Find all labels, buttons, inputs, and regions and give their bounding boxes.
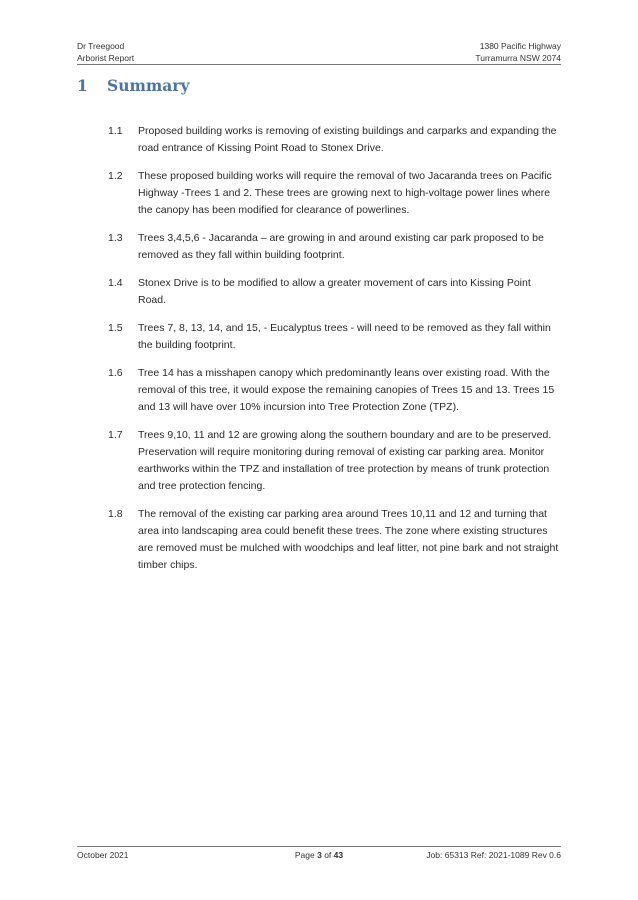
list-item — [108, 168, 561, 219]
item-text: Stonex Drive is to be modified to allow a greater movement of cars into Kissing Point Road. — [138, 277, 531, 306]
list-item — [108, 320, 561, 354]
section-title: Summary — [107, 76, 190, 95]
job-reference: Job: 65313 Ref: 2021-1089 Rev 0.6 — [426, 850, 561, 860]
item-number: 1.3 — [108, 232, 123, 244]
list-item — [108, 123, 561, 157]
item-text: The removal of the existing car parking area around Trees 10,11 and 12 and turning that area into landscaping area could benefit these trees. The zone where existing structures are removed must be mulched with woodchips and leaf litter, not pine bark and not straight timber chips. — [138, 508, 559, 571]
item-text: Trees 3,4,5,6 - Jacaranda – are growing in and around existing car park proposed to be removed as they fall within building footprint. — [138, 232, 544, 261]
author-name: Dr Treegood — [77, 41, 125, 51]
header-left — [77, 40, 134, 64]
page-of: of — [321, 850, 334, 860]
report-type: Arborist Report — [77, 53, 135, 63]
current-page: 3 — [317, 850, 322, 860]
report-date: October 2021 — [77, 850, 129, 860]
item-text: Proposed building works is removing of existing buildings and carparks and expanding the road entrance of Kissing Point Road to Stonex Drive. — [138, 125, 557, 154]
list-item — [108, 365, 561, 416]
list-item — [108, 275, 561, 309]
page-prefix: Page — [294, 850, 318, 860]
header-divider — [77, 64, 561, 65]
header-right — [475, 40, 561, 64]
item-text: Trees 9,10, 11 and 12 are growing along the southern boundary and are to be preserved. Preservation will require monitoring during removal of existing car parking area. Monitor earthworks within the TPZ and installation of tree protection by means of trunk protection and tree protection fencing. — [138, 429, 552, 492]
item-number: 1.1 — [108, 125, 123, 137]
item-number: 1.5 — [108, 322, 123, 334]
summary-list — [108, 123, 561, 585]
item-text: These proposed building works will require the removal of two Jacaranda trees on Pacific Highway -Trees 1 and 2. These trees are growing next to high-voltage power lines where the canopy has been modified for clearance of powerlines. — [138, 170, 552, 216]
item-number: 1.6 — [108, 367, 123, 379]
item-number: 1.7 — [108, 429, 123, 441]
list-item — [108, 427, 561, 495]
page-footer — [77, 849, 561, 863]
list-item — [108, 506, 561, 574]
item-number: 1.2 — [108, 170, 123, 182]
section-number: 1 — [77, 76, 88, 95]
item-text: Tree 14 has a misshapen canopy which predominantly leans over existing road. With the removal of this tree, it would expose the remaining canopies of Trees 15 and 13. Trees 15 and 13 will have over 10% incursion into Tree Protection Zone (TPZ). — [138, 367, 555, 413]
list-item — [108, 230, 561, 264]
footer-divider — [77, 846, 561, 847]
address-line-2: Turramurra NSW 2074 — [475, 53, 561, 63]
item-number: 1.8 — [108, 508, 123, 520]
address-line-1: 1380 Pacific Highway — [479, 41, 561, 51]
item-text: Trees 7, 8, 13, 14, and 15, - Eucalyptus trees - will need to be removed as they fall within the building footprint. — [138, 322, 551, 351]
total-pages: 43 — [333, 850, 344, 860]
item-number: 1.4 — [108, 277, 123, 289]
section-heading — [77, 76, 189, 95]
